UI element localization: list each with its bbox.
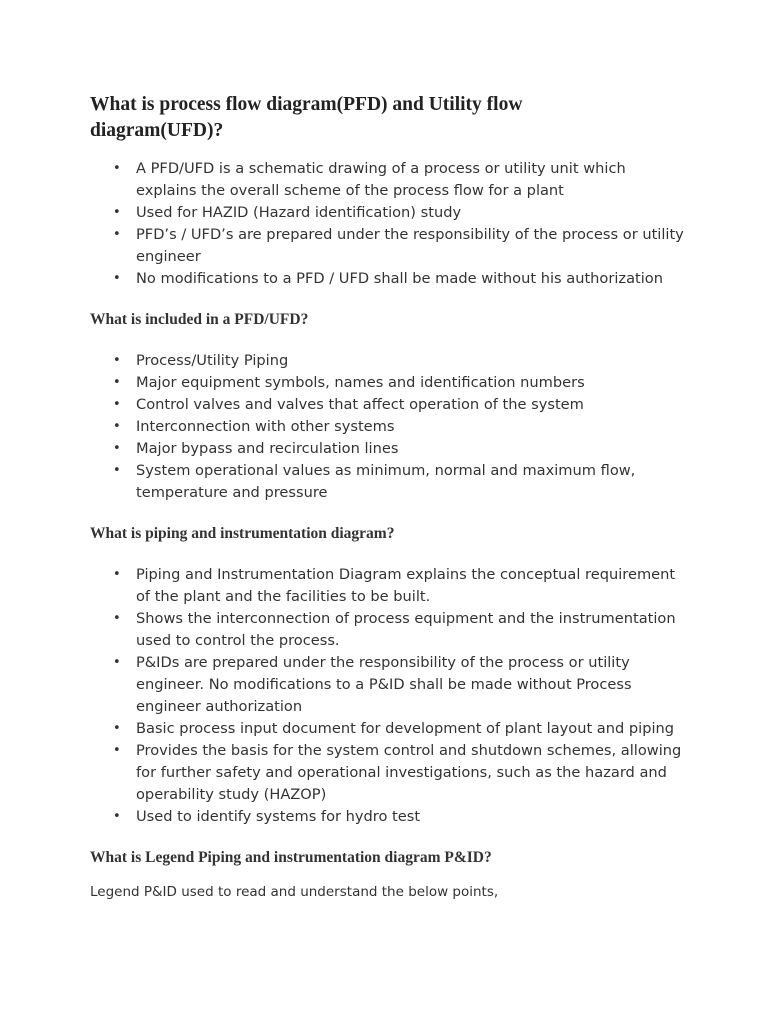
- legend-pid-paragraph: Legend P&ID used to read and understand the below points,: [90, 884, 499, 900]
- list-item: [90, 372, 690, 394]
- list-item-text: Process/Utility Piping: [136, 352, 289, 369]
- bullet-icon: •: [113, 227, 121, 242]
- document-page: [90, 92, 690, 902]
- list-item: [90, 740, 690, 806]
- bullet-icon: •: [113, 441, 121, 456]
- list-item-text: Shows the interconnection of process equipment and the instrumentation used to control the process.: [136, 610, 676, 649]
- list-item-text: Basic process input document for development of plant layout and piping: [136, 720, 675, 737]
- bullet-icon: •: [113, 567, 121, 582]
- list-item: [90, 718, 690, 740]
- bullet-icon: •: [113, 205, 121, 220]
- bullet-icon: •: [113, 721, 121, 736]
- list-item-text: Major bypass and recirculation lines: [136, 440, 399, 457]
- bullet-icon: •: [113, 397, 121, 412]
- bullet-icon: •: [113, 161, 121, 176]
- section-heading-legend-pid: What is Legend Piping and instrumentation diagram P&ID?: [90, 849, 492, 866]
- bullet-icon: •: [113, 655, 121, 670]
- list-item: [90, 460, 690, 504]
- list-item-text: Control valves and valves that affect operation of the system: [136, 396, 584, 413]
- page-title: What is process flow diagram(PFD) and Utility flow diagram(UFD)?: [90, 94, 523, 141]
- bullet-icon: •: [113, 611, 121, 626]
- bullet-icon: •: [113, 419, 121, 434]
- bullet-icon: •: [113, 809, 121, 824]
- list-item-text: Major equipment symbols, names and identification numbers: [136, 374, 585, 391]
- list-item: [90, 224, 690, 268]
- bullet-icon: •: [113, 271, 121, 286]
- list-item: [90, 350, 690, 372]
- list-item: [90, 268, 690, 290]
- bullet-icon: •: [113, 353, 121, 368]
- list-item: [90, 806, 690, 828]
- pid-description-list: [90, 564, 690, 828]
- list-item-text: System operational values as minimum, normal and maximum flow, temperature and pressure: [136, 462, 636, 501]
- list-item: [90, 438, 690, 460]
- list-item-text: No modifications to a PFD / UFD shall be made without his authorization: [136, 270, 663, 287]
- list-item-text: PFD’s / UFD’s are prepared under the responsibility of the process or utility engineer: [136, 226, 684, 265]
- list-item: [90, 608, 690, 652]
- section-heading-pfd-contents: What is included in a PFD/UFD?: [90, 311, 309, 328]
- list-item-text: Provides the basis for the system control and shutdown schemes, allowing for further safety and operational investigations, such as the hazard and operability study (HAZOP): [136, 742, 682, 803]
- section-heading-pid: What is piping and instrumentation diagram?: [90, 525, 395, 542]
- list-item-text: A PFD/UFD is a schematic drawing of a process or utility unit which explains the overall scheme of the process flow for a plant: [136, 160, 626, 199]
- list-item-text: Interconnection with other systems: [136, 418, 395, 435]
- bullet-icon: •: [113, 743, 121, 758]
- list-item-text: Used to identify systems for hydro test: [136, 808, 421, 825]
- list-item: [90, 564, 690, 608]
- pfd-definition-list: [90, 158, 690, 290]
- list-item: [90, 416, 690, 438]
- pfd-contents-list: [90, 350, 690, 504]
- bullet-icon: •: [113, 463, 121, 478]
- list-item: [90, 158, 690, 202]
- list-item-text: Used for HAZID (Hazard identification) study: [136, 204, 462, 221]
- list-item: [90, 394, 690, 416]
- list-item: [90, 202, 690, 224]
- list-item-text: Piping and Instrumentation Diagram explains the conceptual requirement of the plant and the facilities to be built.: [136, 566, 676, 605]
- bullet-icon: •: [113, 375, 121, 390]
- list-item-text: P&IDs are prepared under the responsibility of the process or utility engineer. No modifications to a P&ID shall be made without Process engineer authorization: [136, 654, 632, 715]
- list-item: [90, 652, 690, 718]
